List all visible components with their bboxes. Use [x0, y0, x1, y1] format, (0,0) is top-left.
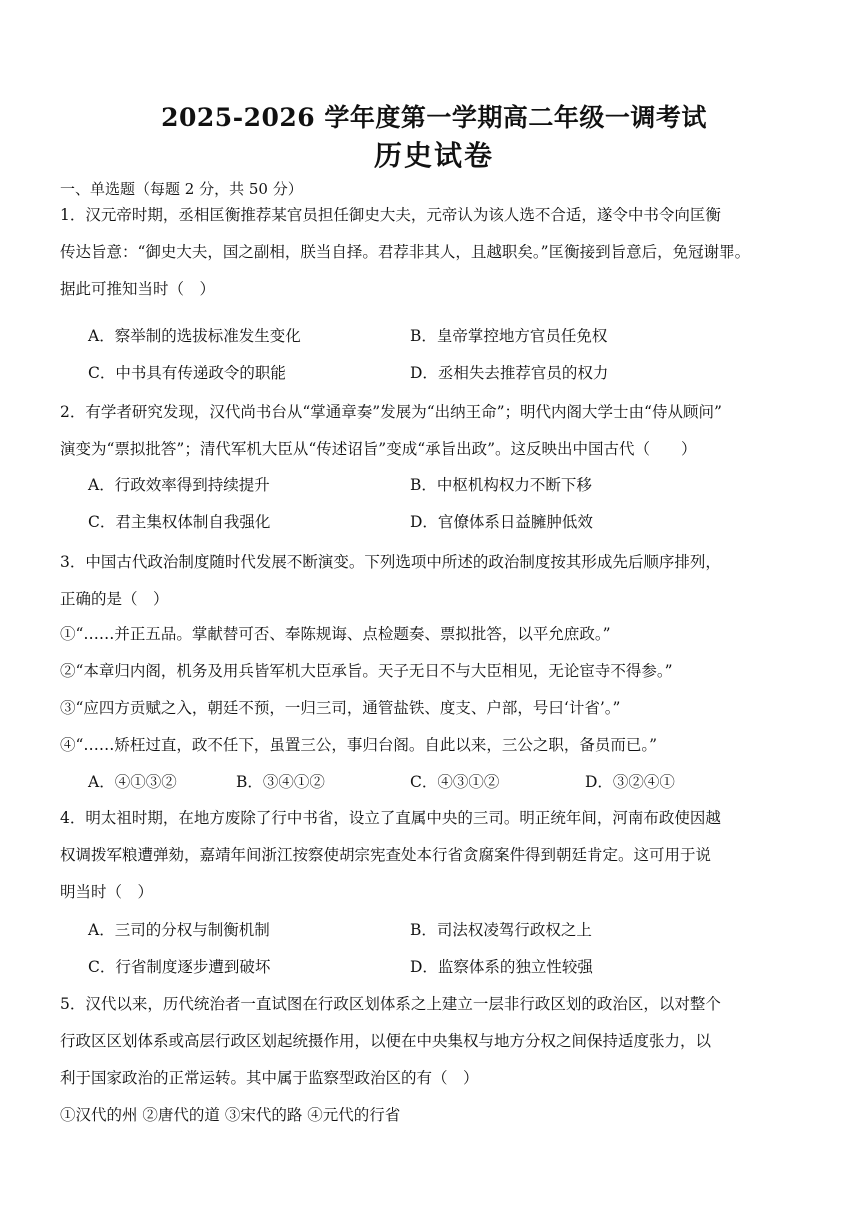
question-3-item-2: ②“本章归内阁，机务及用兵皆军机大臣承旨。天子无日不与大臣相见，无论宦寺不得参。”: [60, 662, 673, 680]
question-1-option-d: D．丞相失去推荐官员的权力: [410, 364, 609, 382]
question-4-line: 4．明太祖时期，在地方废除了行中书省，设立了直属中央的三司。明正统年间，河南布政使因越: [60, 809, 721, 827]
question-1-option-a: A．察举制的选拔标准发生变化: [88, 327, 301, 345]
subject-title: 历史试卷: [373, 139, 494, 172]
question-3-option-a: A．④①③②: [88, 773, 177, 791]
question-2-option-a: A．行政效率得到持续提升: [88, 476, 270, 494]
question-3-item-4: ④“……矫枉过直，政不任下，虽置三公，事归台阁。自此以来，三公之职，备员而已。”: [60, 736, 658, 754]
question-4-line: 明当时（ ）: [60, 883, 154, 901]
question-2-stem: [60, 394, 840, 468]
question-1-line: 传达旨意：“御史大夫，国之副相，朕当自择。君荐非其人，且越职矣。”匡衡接到旨意后，免冠谢罪。: [60, 243, 751, 261]
question-5-stem: [60, 986, 840, 1097]
question-2-line: 2．有学者研究发现，汉代尚书台从“掌通章奏”发展为“出纳王命”；明代内阁大学士由“侍从顾问”: [60, 403, 722, 421]
question-1-option-c: C．中书具有传递政令的职能: [88, 364, 286, 382]
question-5-line: 利于国家政治的正常运转。其中属于监察型政治区的有（ ）: [60, 1069, 479, 1087]
question-3-line: 正确的是（ ）: [60, 590, 169, 608]
question-3-option-b: B．③④①②: [236, 773, 325, 791]
question-3-stem: [60, 544, 840, 618]
question-3-line: 3．中国古代政治制度随时代发展不断演变。下列选项中所述的政治制度按其形成先后顺序排列，: [60, 553, 721, 571]
question-3-option-d: D．③②④①: [585, 773, 675, 791]
question-2-option-c: C．君主集权体制自我强化: [88, 513, 271, 531]
question-4-option-b: B．司法权凌驾行政权之上: [410, 921, 592, 939]
question-1-line: 据此可推知当时（ ）: [60, 280, 216, 298]
section-heading: 一、单选题（每题 2 分，共 50 分）: [60, 180, 303, 198]
question-2-option-d: D．官僚体系日益臃肿低效: [410, 513, 593, 531]
question-1-stem: [60, 197, 840, 308]
question-3-item-3: ③“应四方贡赋之入，朝廷不预，一归三司，通管盐铁、度支、户部，号曰‘计省’。”: [60, 699, 621, 717]
question-3-item-1: ①“……并正五品。掌献替可否、奉陈规诲、点检题奏、票拟批答，以平允庶政。”: [60, 625, 611, 643]
question-5-line: 5．汉代以来，历代统治者一直试图在行政区划体系之上建立一层非行政区划的政治区，以对整个: [60, 995, 721, 1013]
question-5-line: 行政区区划体系或高层行政区划起统摄作用，以便在中央集权与地方分权之间保持适度张力，以: [60, 1032, 712, 1050]
question-4-option-a: A．三司的分权与制衡机制: [88, 921, 270, 939]
exam-title: 2025-2026 学年度第一学期高二年级一调考试: [161, 103, 707, 132]
question-4-option-d: D．监察体系的独立性较强: [410, 958, 593, 976]
question-2-line: 演变为“票拟批答”；清代军机大臣从“传述诏旨”变成“承旨出政”。这反映出中国古代（ ）: [60, 440, 697, 458]
question-1-line: 1．汉元帝时期，丞相匡衡推荐某官员担任御史大夫，元帝认为该人选不合适，遂令中书令向匡衡: [60, 206, 721, 224]
question-4-option-c: C．行省制度逐步遭到破坏: [88, 958, 271, 976]
question-4-stem: [60, 800, 840, 911]
question-2-option-b: B．中枢机构权力不断下移: [410, 476, 592, 494]
question-5-items: ①汉代的州 ②唐代的道 ③宋代的路 ④元代的行省: [60, 1106, 401, 1124]
question-1-option-b: B．皇帝掌控地方官员任免权: [410, 327, 608, 345]
question-4-line: 权调拨军粮遭弹劾，嘉靖年间浙江按察使胡宗宪查处本行省贪腐案件得到朝廷肯定。这可用于说: [60, 846, 712, 864]
question-3-option-c: C．④③①②: [410, 773, 500, 791]
